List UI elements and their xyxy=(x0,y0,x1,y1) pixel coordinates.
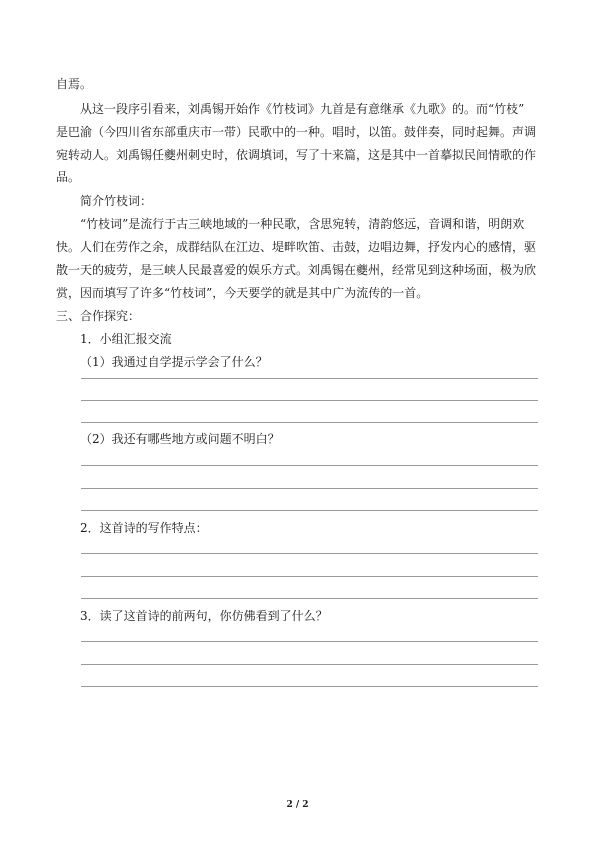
question-4: 3．读了这首诗的前两句，你仿佛看到了什么？ xyxy=(80,609,328,623)
text-line: 宛转动人。刘禹锡任夔州刺史时，依调填词，写了十来篇，这是其中一首摹拟民间情歌的作 xyxy=(56,148,537,162)
text-line: 品。 xyxy=(56,170,81,184)
text-line: 快。人们在劳作之余，成群结队在江边、堤畔吹笛、击鼓，边唱边舞，抒发内心的感情，驱 xyxy=(56,240,537,254)
answer-line xyxy=(81,400,538,401)
answer-line xyxy=(81,641,538,642)
section-label: 简介竹枝词： xyxy=(80,194,153,208)
text-line: 散一天的疲劳，是三峡人民最喜爱的娱乐方式。刘禹锡在夔州，经常见到这种场面，极为欣 xyxy=(56,263,537,277)
text-line: 是巴渝（今四川省东部重庆市一带）民歌中的一种。唱时，以笛。鼓伴奏，同时起舞。声调 xyxy=(56,125,537,139)
page-number: 2 / 2 xyxy=(286,800,309,810)
section-heading: 三、合作探究： xyxy=(56,309,141,323)
answer-line xyxy=(81,488,538,489)
item-heading: 1．小组汇报交流 xyxy=(80,332,172,346)
text-line: 自焉。 xyxy=(56,77,93,91)
answer-line xyxy=(81,465,538,466)
question-2: （2）我还有哪些地方或问题不明白？ xyxy=(80,432,280,446)
answer-line xyxy=(81,686,538,687)
answer-line xyxy=(81,422,538,423)
answer-line xyxy=(81,576,538,577)
question-1: （1）我通过自学提示学会了什么？ xyxy=(80,355,268,369)
answer-line xyxy=(81,664,538,665)
answer-line xyxy=(81,510,538,511)
text-line: “竹枝词”是流行于古三峡地域的一种民歌，含思宛转，清韵悠远，音调和谐，明朗欢 xyxy=(80,217,525,231)
answer-line xyxy=(81,598,538,599)
answer-line xyxy=(81,378,538,379)
answer-line xyxy=(81,553,538,554)
text-line: 赏，因而填写了许多“竹枝词”，今天要学的就是其中广为流传的一首。 xyxy=(56,286,429,300)
text-line: 从这一段序引看来，刘禹锡开始作《竹枝词》九首是有意继承《九歌》的。而“竹枝” xyxy=(80,102,525,116)
question-3: 2．这首诗的写作特点： xyxy=(80,521,208,535)
